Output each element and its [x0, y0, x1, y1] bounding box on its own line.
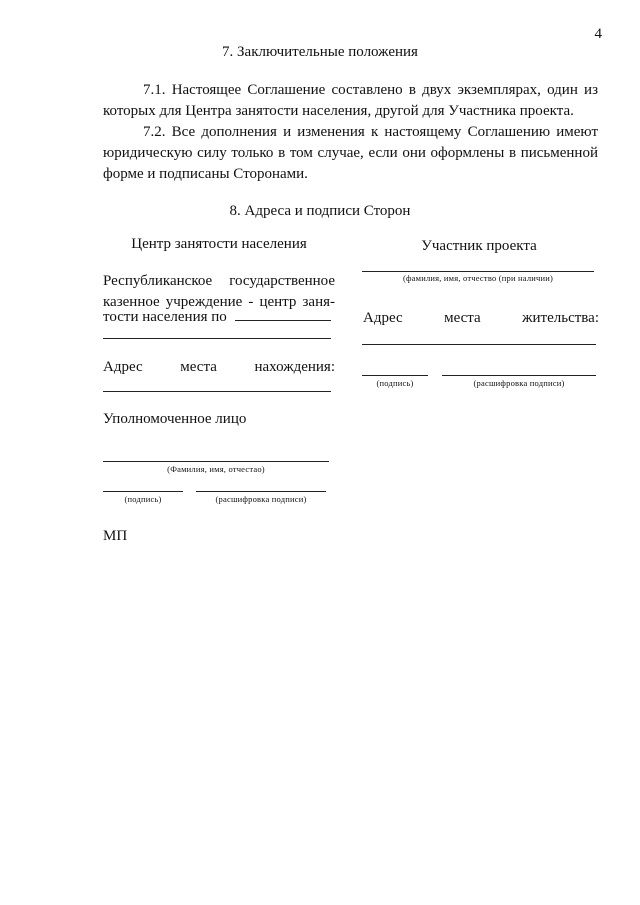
residence-address-word-2: места: [444, 310, 481, 326]
location-address-word-3: нахождения:: [254, 359, 335, 375]
right-signature-caption: (подпись): [376, 378, 414, 388]
section-7-title: 7. Заключительные положения: [222, 44, 418, 60]
left-decode-line: [196, 491, 326, 492]
org-name-line-2: казенное учреждение - центр заня-: [103, 294, 335, 310]
stamp-place-label: МП: [103, 528, 128, 544]
paragraph-7-1: 7.1. Настоящее Соглашение составлено в двух экземплярах, один из которых для Центра занятости населения, другой для Участника проекта.: [103, 82, 598, 119]
participant-name-caption: (фамилия, имя, отчество (при наличии): [402, 273, 554, 283]
authorized-name-caption: (Фамилия, имя, отчестао): [167, 464, 265, 474]
residence-address-word-1: Адрес: [363, 310, 403, 326]
section-8-title: 8. Адреса и подписи Сторон: [229, 203, 411, 219]
authorized-person-label: Уполномоченное лицо: [103, 411, 247, 427]
right-decode-caption: (расшифровка подписи): [473, 378, 565, 388]
location-address-word-2: места: [180, 359, 217, 375]
right-signature-line: [362, 375, 428, 376]
org-region-field-line: [235, 306, 331, 321]
paragraph-7-2: 7.2. Все дополнения и изменения к настоящему Соглашению имеют юридическую силу только в том случае, если они оформлены в письменной форме и подписаны Сторонами.: [103, 124, 598, 182]
right-decode-line: [442, 375, 596, 376]
authorized-name-line: [103, 461, 329, 462]
page-number: 4: [594, 26, 602, 42]
org-name-line-3: тости населения по: [103, 309, 227, 325]
left-signature-line: [103, 491, 183, 492]
employment-center-heading: Центр занятости населения: [131, 236, 307, 252]
residence-address-word-3: жительства:: [522, 310, 599, 326]
org-extra-line: [103, 338, 331, 339]
participant-heading: Участник проекта: [421, 238, 537, 254]
participant-name-line: [362, 271, 594, 272]
left-signature-caption: (подпись): [124, 494, 162, 504]
org-name-line-1: Республиканское государственное: [103, 273, 335, 289]
left-decode-caption: (расшифровка подписи): [215, 494, 307, 504]
org-name-line-3-wrap: [103, 306, 335, 328]
location-address-row: [103, 357, 335, 378]
location-address-line: [103, 391, 331, 392]
residence-address-row: [363, 308, 599, 329]
location-address-word-1: Адрес: [103, 359, 143, 375]
residence-address-line: [362, 344, 596, 345]
